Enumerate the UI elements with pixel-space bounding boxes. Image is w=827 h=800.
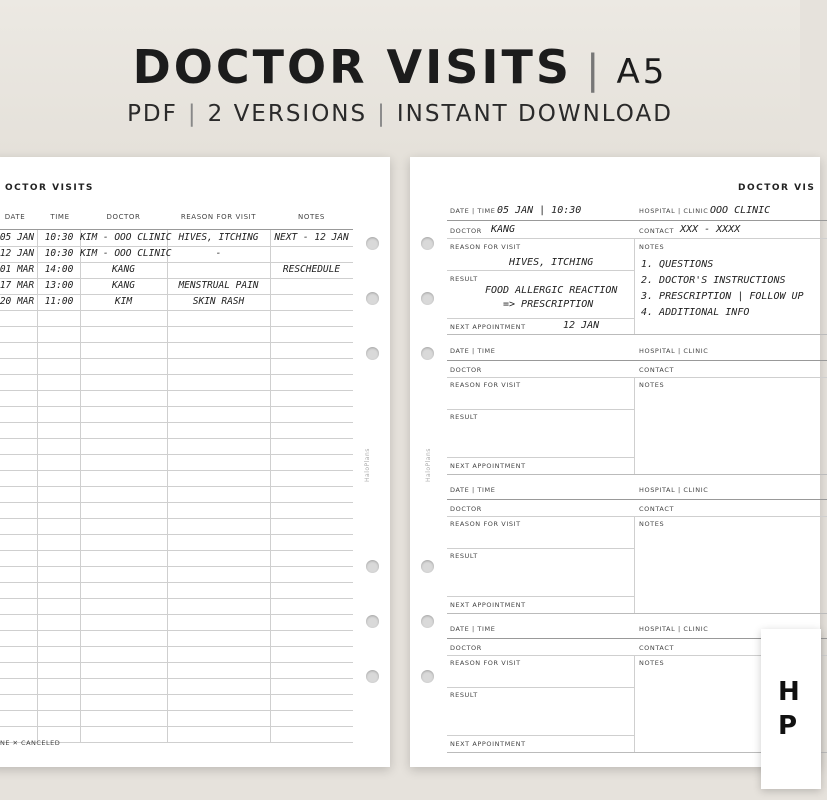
value-result: FOOD ALLERGIC REACTION: [485, 285, 618, 296]
divider: [447, 318, 634, 319]
label-hospital: HOSPITAL | CLINIC: [639, 347, 709, 355]
detail-sheet-title: DOCTOR VIS: [738, 183, 816, 193]
log-time: 14:00: [44, 264, 74, 275]
label-notes: NOTES: [639, 659, 665, 667]
visit-log-table: [0, 209, 353, 742]
binder-hole: [366, 560, 379, 573]
label-hospital: HOSPITAL | CLINIC: [639, 486, 709, 494]
log-reason: MENSTRUAL PAIN: [178, 280, 259, 291]
label-next-appointment: NEXT APPOINTMENT: [450, 462, 526, 470]
col-reason: REASON FOR VISIT: [180, 213, 257, 221]
note-line: 1. QUESTIONS: [641, 259, 714, 270]
visit-entry: [447, 343, 827, 475]
label-result: RESULT: [450, 552, 478, 560]
log-date: 05 JAN: [0, 232, 35, 243]
divider: [634, 377, 635, 474]
log-time: 13:00: [44, 280, 74, 291]
label-reason: REASON FOR VISIT: [450, 659, 521, 667]
log-ruled-row: [0, 390, 353, 407]
log-doctor: KANG: [112, 280, 135, 291]
label-reason: REASON FOR VISIT: [450, 520, 521, 528]
value-hospital: OOO CLINIC: [710, 205, 771, 216]
divider: [447, 499, 827, 500]
label-notes: NOTES: [639, 520, 665, 528]
binder-hole: [421, 670, 434, 683]
log-time: 11:00: [44, 296, 74, 307]
log-ruled-row: [0, 486, 353, 503]
log-ruled-row: [0, 454, 353, 471]
log-doctor: KANG: [112, 264, 135, 275]
label-result: RESULT: [450, 275, 478, 283]
label-notes: NOTES: [639, 381, 665, 389]
log-header-row: [0, 209, 353, 229]
note-line: 2. DOCTOR'S INSTRUCTIONS: [641, 275, 786, 286]
page-title: [0, 40, 800, 94]
label-hospital: HOSPITAL | CLINIC: [639, 207, 709, 215]
log-ruled-row: [0, 310, 353, 327]
visit-entry-filled: [447, 203, 827, 335]
divider: [447, 735, 634, 736]
label-result: RESULT: [450, 691, 478, 699]
divider: [447, 516, 827, 517]
log-ruled-row: [0, 598, 353, 615]
label-doctor: DOCTOR: [450, 227, 482, 235]
log-ruled-row: [0, 422, 353, 439]
label-date-time: DATE | TIME: [450, 486, 496, 494]
title-separator: |: [586, 47, 603, 93]
binder-hole: [421, 237, 434, 250]
binder-hole: [421, 615, 434, 628]
page-subtitle: [0, 101, 800, 127]
log-time: 10:30: [44, 248, 74, 259]
log-body: [0, 229, 353, 742]
log-date: 12 JAN: [0, 248, 35, 259]
divider: [447, 409, 634, 410]
note-line: 4. ADDITIONAL INFO: [641, 307, 750, 318]
divider: [447, 270, 634, 271]
log-ruled-row: [0, 374, 353, 391]
label-doctor: DOCTOR: [450, 366, 482, 374]
log-ruled-row: [0, 662, 353, 679]
divider: [447, 238, 827, 239]
subtitle-separator: |: [187, 101, 198, 127]
divider: [447, 360, 827, 361]
log-sheet-title: OCTOR VISITS: [5, 183, 94, 193]
label-contact: CONTACT: [639, 644, 675, 652]
divider: [634, 516, 635, 613]
brand-mark: HaloPlans: [425, 448, 432, 482]
binder-hole: [366, 292, 379, 305]
divider: [447, 220, 827, 221]
label-notes: NOTES: [639, 243, 665, 251]
log-reason: HIVES, ITCHING: [178, 232, 259, 243]
log-notes: RESCHEDULE: [282, 264, 341, 275]
log-notes: NEXT - 12 JAN: [274, 232, 349, 243]
log-date: 17 MAR: [0, 280, 35, 291]
brand-mark: HaloPlans: [364, 448, 371, 482]
col-doctor: DOCTOR: [106, 213, 141, 221]
divider: [447, 457, 634, 458]
label-doctor: DOCTOR: [450, 505, 482, 513]
log-ruled-row: [0, 614, 353, 631]
subtitle-versions: 2 VERSIONS: [207, 101, 368, 127]
binder-hole: [366, 615, 379, 628]
binder-hole: [366, 237, 379, 250]
log-ruled-row: [0, 534, 353, 551]
log-sheet: [0, 157, 390, 767]
badge-text: P: [778, 711, 798, 741]
log-ruled-row: [0, 326, 353, 343]
divider: [634, 655, 635, 752]
subtitle-separator: |: [377, 101, 387, 127]
divider: [447, 377, 827, 378]
value-result: => PRESCRIPTION: [503, 299, 594, 310]
divider: [447, 596, 634, 597]
label-reason: REASON FOR VISIT: [450, 381, 521, 389]
col-divider: [270, 230, 271, 742]
log-ruled-row: [0, 470, 353, 487]
value-contact: XXX - XXXX: [680, 224, 741, 235]
label-contact: CONTACT: [639, 227, 675, 235]
label-doctor: DOCTOR: [450, 644, 482, 652]
label-contact: CONTACT: [639, 505, 675, 513]
label-next-appointment: NEXT APPOINTMENT: [450, 323, 526, 331]
value-doctor: KANG: [491, 224, 516, 235]
label-reason: REASON FOR VISIT: [450, 243, 521, 251]
subtitle-format: PDF: [127, 101, 178, 127]
binder-hole: [366, 670, 379, 683]
log-legend: NE ✕ CANCELED: [0, 739, 61, 747]
log-ruled-row: [0, 630, 353, 647]
log-ruled-row: [0, 694, 353, 711]
log-ruled-row: [0, 646, 353, 663]
title-text: DOCTOR VISITS: [132, 40, 573, 94]
value-next-appointment: 12 JAN: [563, 320, 600, 331]
divider: [447, 687, 634, 688]
visit-detail-sheet: [410, 157, 820, 767]
binder-hole: [421, 560, 434, 573]
log-ruled-row: [0, 358, 353, 375]
binder-hole: [421, 347, 434, 360]
note-line: 3. PRESCRIPTION | FOLLOW UP: [641, 291, 804, 302]
brand-badge: [761, 629, 821, 789]
log-reason: SKIN RASH: [192, 296, 245, 307]
log-ruled-row: [0, 566, 353, 583]
label-next-appointment: NEXT APPOINTMENT: [450, 740, 526, 748]
log-date: 01 MAR: [0, 264, 35, 275]
label-date-time: DATE | TIME: [450, 625, 496, 633]
value-reason: HIVES, ITCHING: [509, 257, 594, 268]
value-date-time: 05 JAN | 10:30: [497, 205, 582, 216]
log-ruled-row: [0, 550, 353, 567]
log-ruled-row: [0, 678, 353, 695]
log-ruled-row: [0, 438, 353, 455]
log-time: 10:30: [44, 232, 74, 243]
label-hospital: HOSPITAL | CLINIC: [639, 625, 709, 633]
label-date-time: DATE | TIME: [450, 207, 496, 215]
badge-text: H: [778, 677, 800, 707]
divider: [447, 548, 634, 549]
log-ruled-row: [0, 502, 353, 519]
binder-hole: [421, 292, 434, 305]
log-ruled-row: [0, 406, 353, 423]
col-time: TIME: [50, 213, 70, 221]
log-doctor: KIM - OOO CLINIC: [80, 248, 172, 259]
binder-hole: [366, 347, 379, 360]
label-next-appointment: NEXT APPOINTMENT: [450, 601, 526, 609]
label-date-time: DATE | TIME: [450, 347, 496, 355]
visit-entry: [447, 482, 827, 614]
log-ruled-row: [0, 710, 353, 727]
log-reason: -: [215, 248, 222, 259]
log-ruled-row: [0, 582, 353, 599]
title-size: A5: [616, 52, 668, 92]
log-doctor: KIM: [114, 296, 133, 307]
log-ruled-row: [0, 518, 353, 535]
log-date: 20 MAR: [0, 296, 35, 307]
label-contact: CONTACT: [639, 366, 675, 374]
log-doctor: KIM - OOO CLINIC: [80, 232, 172, 243]
col-notes: NOTES: [298, 213, 325, 221]
log-ruled-row: [0, 342, 353, 359]
subtitle-download: INSTANT DOWNLOAD: [396, 101, 673, 127]
divider: [634, 238, 635, 334]
col-date: DATE: [4, 213, 26, 221]
label-result: RESULT: [450, 413, 478, 421]
